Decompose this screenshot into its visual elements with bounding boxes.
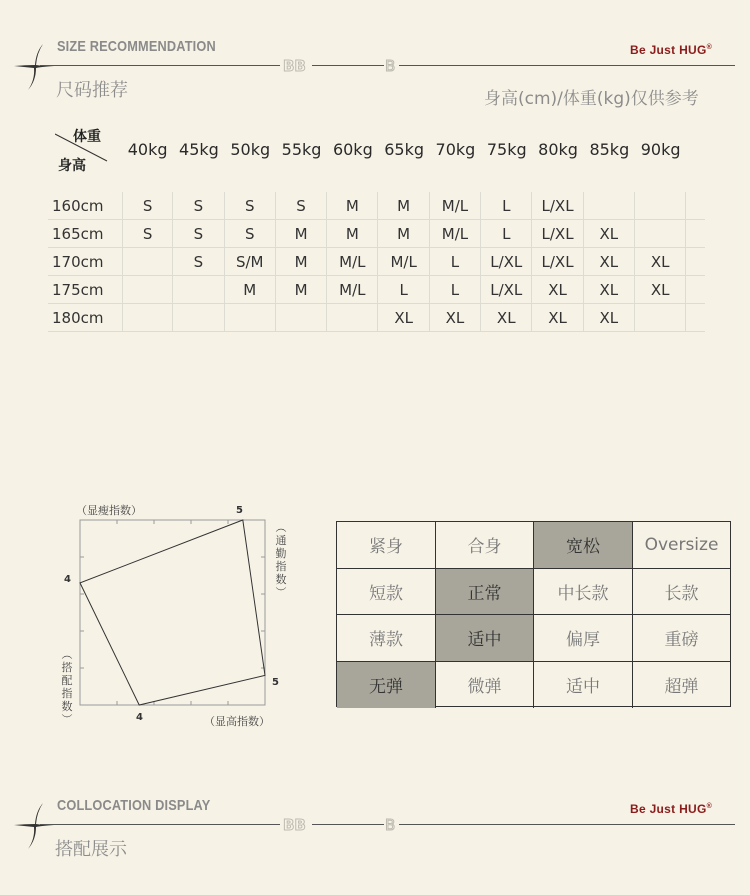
- size-cell: XL: [379, 304, 430, 332]
- weight-header: 80kg: [538, 140, 578, 159]
- size-cell: M: [225, 276, 276, 304]
- brand-logo: Be Just HUG®: [630, 802, 713, 816]
- feature-cell: 中长款: [534, 569, 633, 616]
- radar-shape: [80, 520, 265, 705]
- size-cell: XL: [584, 304, 635, 332]
- size-cell: [225, 304, 276, 332]
- size-cell: [173, 304, 224, 332]
- b-mark-icon: [384, 57, 400, 75]
- chart-label-left: ︵ 搭 配 指 数 ︶: [61, 648, 73, 726]
- size-cell: [327, 304, 378, 332]
- weight-header: 70kg: [435, 140, 476, 159]
- header-divider: [399, 65, 735, 66]
- size-cell: L/XL: [532, 192, 583, 220]
- height-label: 180cm: [52, 309, 104, 327]
- size-cell: XL: [635, 248, 686, 276]
- weight-header: 65kg: [384, 140, 425, 159]
- weight-header: 50kg: [230, 140, 271, 159]
- size-cell: M/L: [430, 192, 481, 220]
- svg-text:BB: BB: [283, 57, 306, 75]
- feature-cell: 偏厚: [534, 615, 633, 662]
- svg-text:B: B: [385, 57, 396, 75]
- size-cell: XL: [584, 248, 635, 276]
- corner-diagonal: [55, 130, 110, 165]
- svg-text:BB: BB: [283, 816, 306, 834]
- feature-cell: 合身: [436, 522, 534, 569]
- size-cell: XL: [532, 304, 583, 332]
- fabric-feature-grid: [336, 521, 731, 707]
- height-label: 165cm: [52, 225, 104, 243]
- corner-height-label: 身高: [58, 158, 86, 174]
- size-cell: L/XL: [532, 220, 583, 248]
- bh-mark-icon: [282, 57, 312, 75]
- size-cell: S: [173, 220, 224, 248]
- weight-header: 45kg: [179, 140, 219, 159]
- size-cell: S: [276, 192, 327, 220]
- size-cell: M: [379, 220, 430, 248]
- size-cell: M/L: [430, 220, 481, 248]
- header-divider: [312, 65, 384, 66]
- size-cell: [122, 304, 173, 332]
- size-cell: M: [276, 220, 327, 248]
- section-subtitle: 搭配展示: [55, 839, 127, 860]
- feature-cell-selected: 宽松: [534, 522, 633, 569]
- size-cell: L: [430, 276, 481, 304]
- section-subtitle: 尺码推荐: [56, 80, 128, 101]
- chart-label-bottom: （显高指数）: [204, 715, 270, 728]
- chart-point-right: 5: [272, 677, 279, 688]
- size-cell: S: [122, 192, 173, 220]
- size-cell: M: [379, 192, 430, 220]
- size-cell: [276, 304, 327, 332]
- size-cell: XL: [635, 276, 686, 304]
- header-divider: [312, 824, 384, 825]
- row-divider: [48, 331, 705, 332]
- weight-header: 90kg: [640, 140, 681, 159]
- chart-frame: [80, 520, 265, 705]
- feature-cell: 重磅: [633, 615, 730, 662]
- section-title: SIZE RECOMMENDATION: [57, 38, 216, 55]
- size-cell: M/L: [379, 248, 430, 276]
- size-cell: L: [481, 192, 532, 220]
- size-cell: [635, 304, 686, 332]
- size-cell: S: [225, 220, 276, 248]
- header-divider: [40, 65, 280, 66]
- weight-header: 40kg: [127, 140, 168, 159]
- height-label: 170cm: [52, 253, 104, 271]
- chart-point-bottom: 4: [136, 712, 143, 723]
- size-cell: M: [327, 220, 378, 248]
- svg-text:B: B: [385, 816, 396, 834]
- size-cell: S: [225, 192, 276, 220]
- size-cell: [122, 248, 173, 276]
- bh-mark-icon: [282, 816, 312, 834]
- size-cell: S/M: [225, 248, 276, 276]
- size-cell: XL: [584, 276, 635, 304]
- feature-cell: 超弹: [664, 677, 699, 698]
- feature-cell: 薄款: [337, 615, 436, 662]
- feature-cell: Oversize: [633, 522, 730, 569]
- size-cell: XL: [430, 304, 481, 332]
- feature-cell: 适中: [534, 662, 633, 709]
- chart-point-top: 5: [236, 505, 243, 516]
- chart-label-right: ︵ 通 勤 指 数 ︶: [275, 521, 287, 599]
- size-cell: [173, 276, 224, 304]
- weight-header: 85kg: [589, 140, 630, 159]
- size-cell: XL: [481, 304, 532, 332]
- feature-cell: 短款: [337, 569, 436, 616]
- size-cell: [635, 220, 686, 248]
- b-mark-icon: [384, 816, 400, 834]
- size-cell: M: [276, 276, 327, 304]
- size-cell: XL: [584, 220, 635, 248]
- size-cell: XL: [532, 276, 583, 304]
- size-cell: S: [173, 248, 224, 276]
- feature-cell-selected: 正常: [436, 569, 534, 616]
- size-cell: [122, 276, 173, 304]
- feature-cell: 微弹: [436, 662, 534, 709]
- feature-cell: 长款: [633, 569, 730, 616]
- height-label: 160cm: [52, 197, 104, 215]
- weight-header: 60kg: [332, 140, 373, 159]
- size-cell: L/XL: [532, 248, 583, 276]
- feature-cell-selected: 无弹: [337, 662, 436, 709]
- radar-chart: [60, 505, 290, 725]
- chart-point-left: 4: [64, 574, 71, 585]
- size-cell: S: [122, 220, 173, 248]
- size-cell: M: [276, 248, 327, 276]
- size-cell: S: [173, 192, 224, 220]
- size-cell: L: [430, 248, 481, 276]
- section-title: COLLOCATION DISPLAY: [57, 797, 211, 814]
- corner-weight-label: 体重: [73, 129, 101, 145]
- header-divider: [399, 824, 735, 825]
- feature-cell: 紧身: [337, 522, 436, 569]
- weight-header: 55kg: [281, 140, 322, 159]
- size-cell: L/XL: [481, 276, 532, 304]
- weight-header: 75kg: [486, 140, 527, 159]
- feature-cell-selected: 适中: [436, 615, 534, 662]
- height-label: 175cm: [52, 281, 104, 299]
- size-disclaimer: 身高(cm)/体重(kg)仅供参考: [484, 89, 699, 109]
- size-cell: L: [379, 276, 430, 304]
- size-cell: [584, 192, 635, 220]
- size-cell: M/L: [327, 248, 378, 276]
- size-cell: L/XL: [481, 248, 532, 276]
- size-cell: M: [327, 192, 378, 220]
- header-divider: [40, 824, 280, 825]
- chart-label-top: （显瘦指数）: [76, 504, 142, 517]
- size-cell: [635, 192, 686, 220]
- size-cell: M/L: [327, 276, 378, 304]
- brand-logo: Be Just HUG®: [630, 43, 713, 57]
- size-cell: L: [481, 220, 532, 248]
